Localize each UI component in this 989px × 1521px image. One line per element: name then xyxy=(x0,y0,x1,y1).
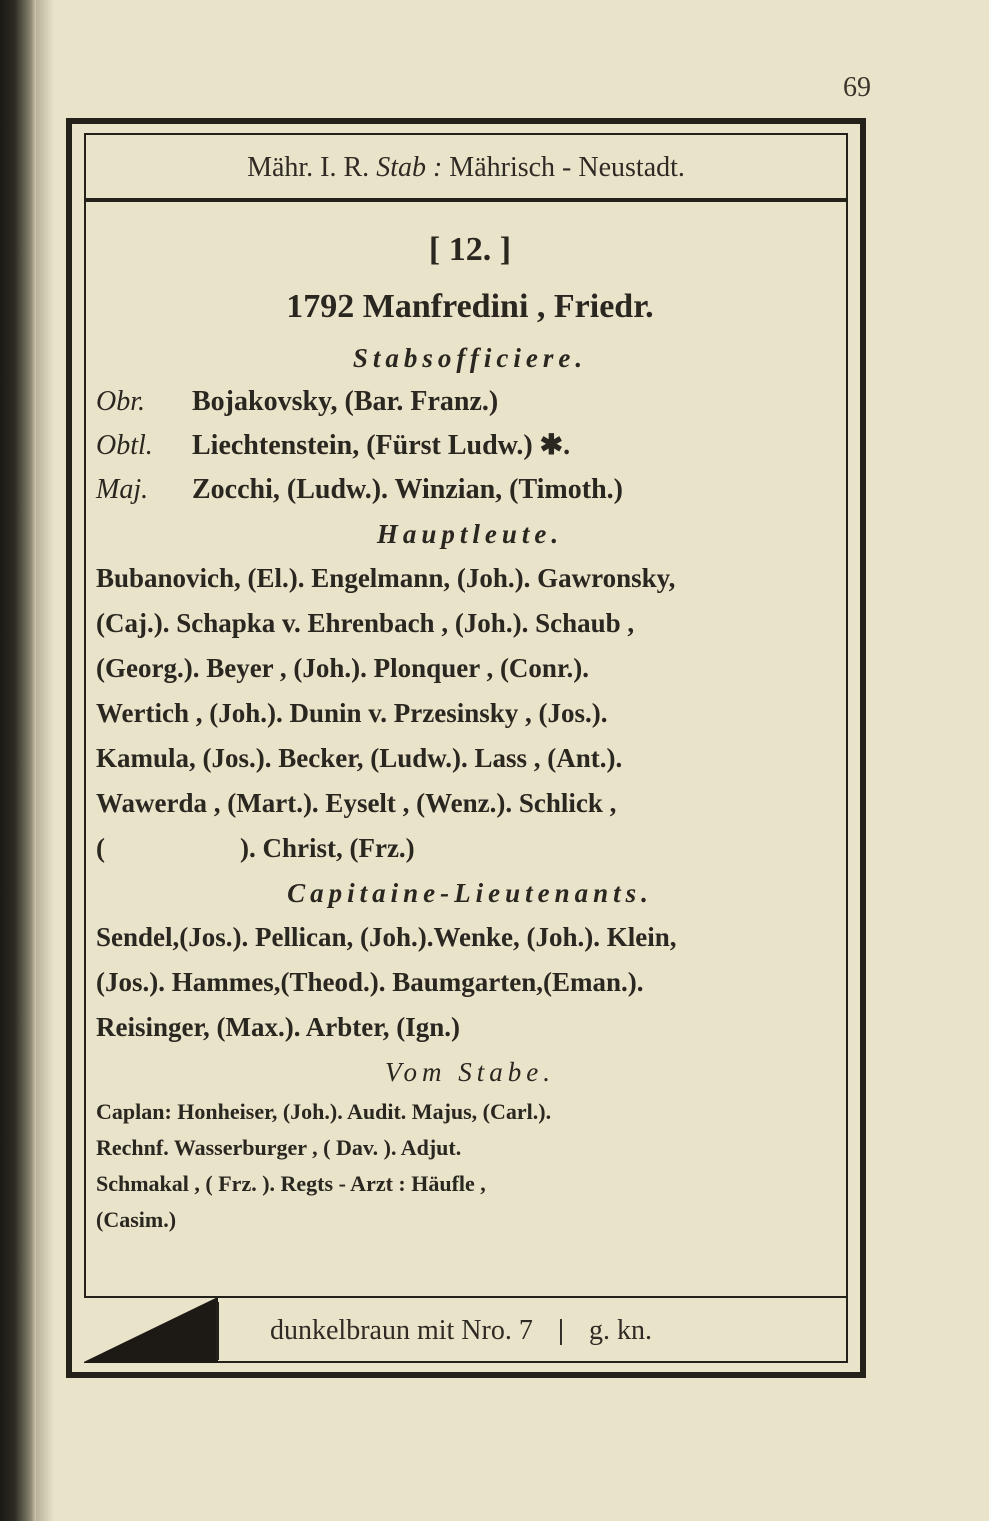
staff-line xyxy=(96,468,844,512)
uniform-description xyxy=(270,1298,652,1363)
book-spine xyxy=(0,0,36,1521)
list-line: Reisinger, (Max.). Arbter, (Ign.) xyxy=(96,1012,460,1042)
list-line: Wertich , (Joh.). Dunin v. Przesinsky , (Jos.). xyxy=(96,698,608,728)
regiment-number: [ 12. ] xyxy=(428,231,512,268)
regiment-name: Mähr. I. R. xyxy=(247,152,370,183)
regiment-entry xyxy=(96,222,844,1238)
staff-names: Liechtenstein, (Fürst Ludw.) ✱. xyxy=(192,430,571,461)
footer-bar: | xyxy=(557,1315,565,1346)
list-line: ( ). Christ, (Frz.) xyxy=(96,833,415,863)
stab-location: Mährisch - Neustadt. xyxy=(449,152,685,183)
capitaine-lieutenants-list xyxy=(96,915,844,1050)
list-line: Rechnf. Wasserburger , ( Dav. ). Adjut. xyxy=(96,1135,462,1160)
list-line: (Georg.). Beyer , (Joh.). Plonquer , (Conr.). xyxy=(96,653,589,683)
list-line: Caplan: Honheiser, (Joh.). Audit. Majus, (Carl.). xyxy=(96,1099,552,1124)
button-label: g. kn. xyxy=(589,1315,653,1346)
header-rule xyxy=(84,198,848,202)
staff-line xyxy=(96,424,844,468)
facing-colour-swatch xyxy=(84,1298,218,1363)
page-number: 69 xyxy=(843,72,871,103)
stab-label: Stab : xyxy=(376,152,443,183)
list-line: Kamula, (Jos.). Becker, (Ludw.). Lass , (Ant.). xyxy=(96,743,623,773)
rank-label: Obtl. xyxy=(96,430,153,461)
vom-stabe-list xyxy=(96,1094,844,1238)
footer-separator xyxy=(216,1302,219,1360)
spine-shadow xyxy=(36,0,54,1521)
hauptleute-list xyxy=(96,556,844,871)
list-line: Sendel,(Jos.). Pellican, (Joh.).Wenke, (Joh.). Klein, xyxy=(96,922,677,952)
uniform-colour: dunkelbraun mit Nro. xyxy=(270,1315,512,1346)
colonel-line: 1792 Manfredini , Friedr. xyxy=(286,288,654,325)
list-line: Bubanovich, (El.). Engelmann, (Joh.). Gawronsky, xyxy=(96,563,676,593)
section-title-vom-stabe: Vom Stabe. xyxy=(385,1057,555,1087)
list-line: Wawerda , (Mart.). Eyselt , (Wenz.). Schlick , xyxy=(96,788,617,818)
uniform-number: 7 xyxy=(518,1315,533,1346)
list-line: (Casim.) xyxy=(96,1207,177,1232)
uniform-footer xyxy=(84,1298,848,1363)
list-line: Schmakal , ( Frz. ). Regts - Arzt : Häufle , xyxy=(96,1171,486,1196)
regiment-header xyxy=(84,140,848,196)
staff-names: Zocchi, (Ludw.). Winzian, (Timoth.) xyxy=(192,474,623,505)
section-title-stabsofficiere: Stabsofficiere. xyxy=(352,343,588,373)
section-title-capitaine-lieutenants: Capitaine-Lieutenants. xyxy=(287,878,653,908)
list-line: (Caj.). Schapka v. Ehrenbach , (Joh.). Schaub , xyxy=(96,608,635,638)
section-title-hauptleute: Hauptleute. xyxy=(376,519,564,549)
rank-label: Obr. xyxy=(96,386,146,417)
rank-label: Maj. xyxy=(96,474,149,505)
list-line: (Jos.). Hammes,(Theod.). Baumgarten,(Eman.). xyxy=(96,967,644,997)
staff-names: Bojakovsky, (Bar. Franz.) xyxy=(192,386,499,417)
staff-line xyxy=(96,380,844,424)
